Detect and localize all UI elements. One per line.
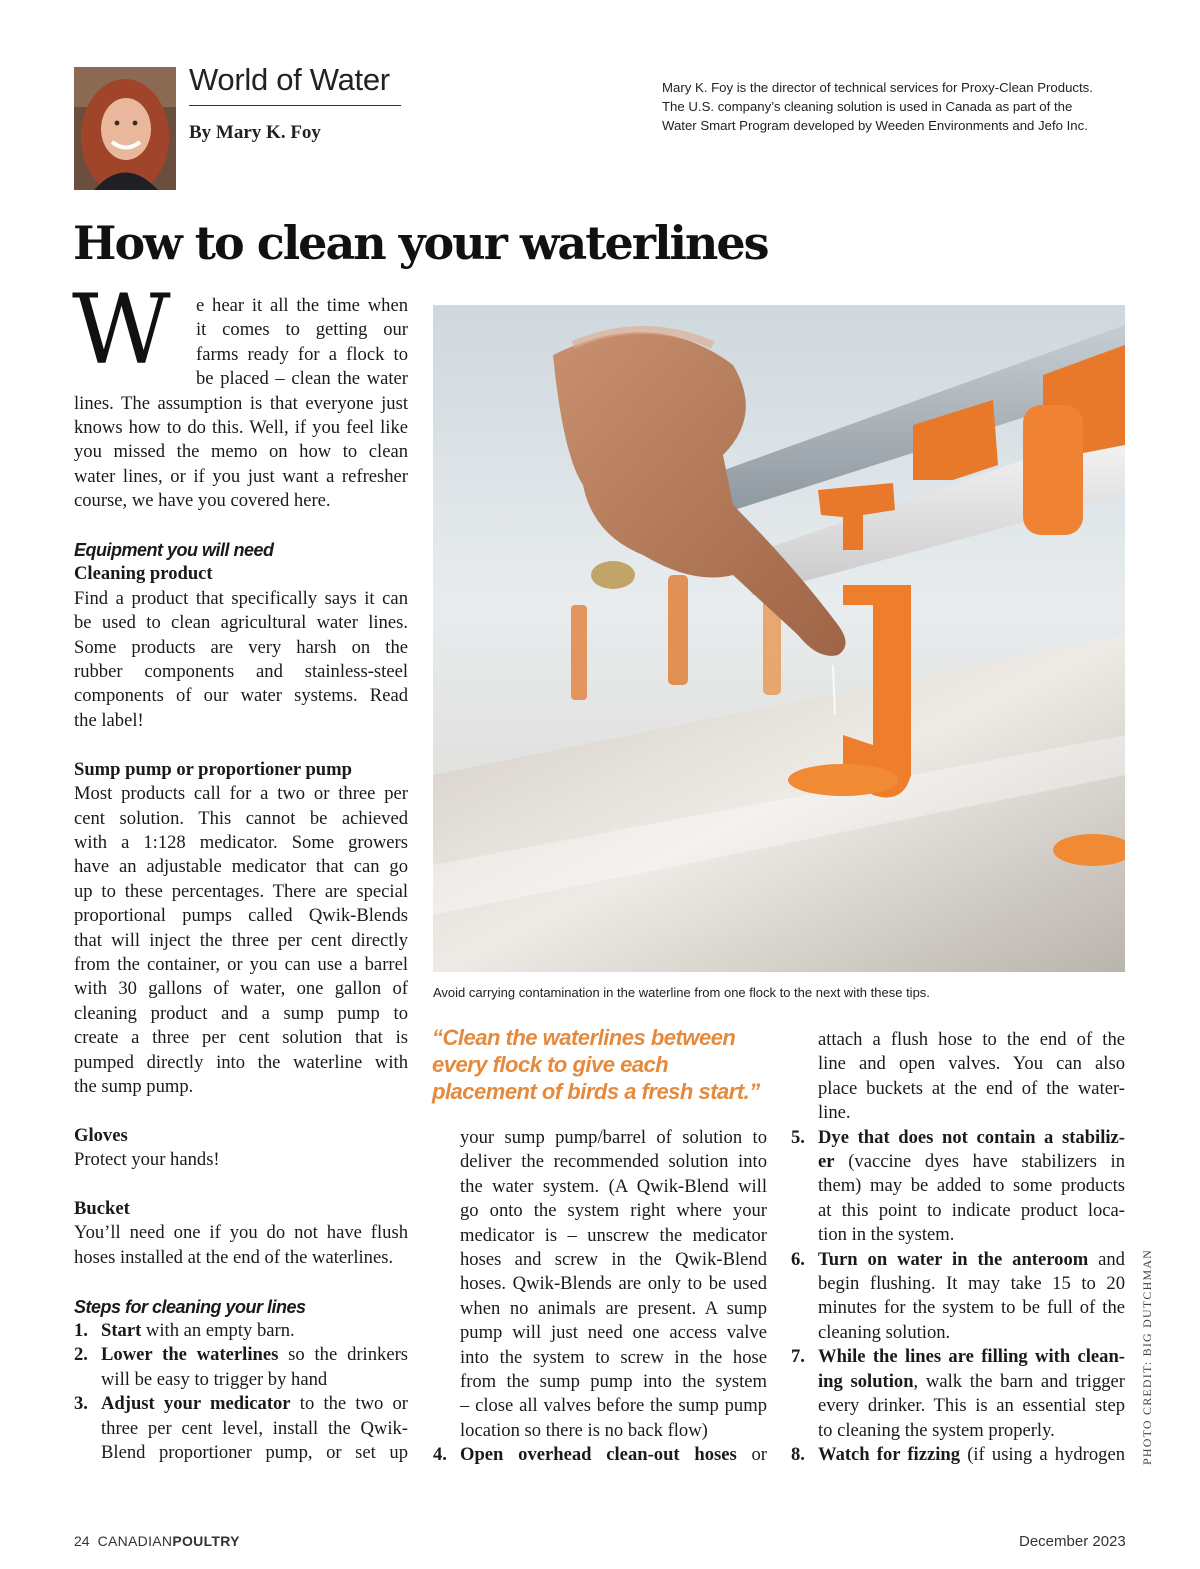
step-item: 1. Start with an empty barn.: [74, 1319, 295, 1341]
step-continuation: from the sump pump into the system: [460, 1371, 767, 1393]
step-continuation: to cleaning the system properly.: [818, 1419, 1055, 1441]
body-line: from the container, or you can use a barrel: [74, 953, 408, 975]
section-heading-equipment: Equipment you will need: [74, 540, 274, 561]
body-line: up to these percentages. There are special: [74, 880, 408, 902]
pull-quote-line: every flock to give each: [432, 1052, 669, 1077]
column-name: World of Water: [189, 62, 390, 97]
magazine-name-bold: POULTRY: [172, 1533, 240, 1549]
step-item: 5. Dye that does not contain a stabiliz-: [791, 1126, 1125, 1148]
intro-line: you missed the memo on how to clean: [74, 441, 408, 463]
headline: How to clean your waterlines: [73, 216, 768, 270]
step-continuation: the water system. (A Qwik-Blend will: [460, 1175, 767, 1197]
article-column-2: [433, 1126, 767, 1468]
step-continuation: er (vaccine dyes have stabilizers in: [818, 1151, 1125, 1173]
body-line: have an adjustable medicator that can go: [74, 856, 408, 878]
step-item: 6. Turn on water in the anteroom and: [791, 1248, 1125, 1270]
article-column-1: [72, 274, 408, 1465]
author-bio-line: Mary K. Foy is the director of technical services for Proxy-Clean Products.: [662, 80, 1093, 95]
step-continuation: go onto the system right where your: [460, 1200, 767, 1222]
step-continuation: line and open valves. You can also: [818, 1053, 1125, 1075]
step-item: 2. Lower the waterlines so the drinkers: [74, 1344, 408, 1366]
photo-credit: PHOTO CREDIT: BIG DUTCHMAN: [1140, 1248, 1154, 1465]
intro-line: e hear it all the time when: [196, 295, 408, 316]
gloves-title: Gloves: [74, 1124, 128, 1146]
step-item: 4. Open overhead clean-out hoses or: [433, 1444, 767, 1466]
step-continuation: them) may be added to some products: [818, 1175, 1125, 1197]
step-item: 7. While the lines are filling with clean-: [791, 1346, 1125, 1368]
step-continuation: cleaning solution.: [818, 1321, 951, 1343]
body-line: cleaning product and a sump pump to: [74, 1002, 408, 1024]
step-item: 3. Adjust your medicator to the two or: [74, 1393, 408, 1415]
body-line: hoses installed at the end of the waterlines.: [74, 1246, 394, 1268]
author-bio-line: The U.S. company’s cleaning solution is used in Canada as part of the: [662, 99, 1073, 114]
step-continuation: pump will just need one access valve: [460, 1322, 767, 1344]
step-continuation: medicator is – unscrew the medicator: [460, 1224, 767, 1246]
step-continuation: will be easy to trigger by hand: [101, 1368, 328, 1390]
photo-caption: Avoid carrying contamination in the waterline from one flock to the next with these tips.: [433, 985, 930, 1000]
body-line: that will inject the three per cent directly: [74, 929, 408, 951]
step-continuation: – close all valves before the sump pump: [460, 1395, 767, 1417]
waterline-photo: [433, 305, 1125, 972]
pull-quote-line: placement of birds a fresh start.”: [432, 1079, 760, 1104]
byline: By Mary K. Foy: [189, 122, 321, 143]
body-line: rubber components and stainless-steel: [74, 661, 408, 683]
step-continuation: every drinker. This is an essential step: [818, 1395, 1125, 1417]
pump-title: Sump pump or proportioner pump: [74, 758, 352, 780]
intro-line: lines. The assumption is that everyone just: [74, 392, 408, 414]
body-line: Find a product that specifically says it can: [74, 587, 408, 609]
footer-folio: [74, 1533, 240, 1549]
body-line: the sump pump.: [74, 1075, 194, 1097]
column-rule: [189, 105, 401, 106]
step-continuation: location so there is no back flow): [460, 1419, 708, 1441]
step-continuation: minutes for the system to be full of the: [818, 1297, 1125, 1319]
bucket-title: Bucket: [74, 1197, 130, 1219]
body-line: be used to clean agricultural water lines.: [74, 612, 408, 634]
step-continuation: three per cent level, install the Qwik-: [101, 1417, 408, 1439]
article-column-3: [791, 1028, 1125, 1467]
body-line: Some products are very harsh on the: [74, 636, 408, 658]
body-line: pumped directly into the waterline with: [74, 1051, 408, 1073]
step-continuation: place buckets at the end of the water-: [818, 1077, 1125, 1099]
body-line: Protect your hands!: [74, 1149, 220, 1171]
step-continuation: at this point to indicate product loca-: [818, 1199, 1125, 1221]
body-line: with a 1:128 medicator. Some growers: [74, 831, 408, 853]
pull-quote-line: “Clean the waterlines between: [432, 1025, 736, 1050]
body-line: components of our water systems. Read: [74, 685, 408, 707]
step-continuation: hoses. Qwik-Blends are only to be used: [460, 1273, 767, 1295]
author-bio-line: Water Smart Program developed by Weeden Environments and Jefo Inc.: [662, 118, 1088, 133]
body-line: cent solution. This cannot be achieved: [74, 807, 408, 829]
author-bio: [662, 78, 1132, 135]
body-line: You’ll need one if you do not have flush: [74, 1222, 408, 1244]
intro-line: farms ready for a flock to: [196, 343, 408, 365]
step-continuation: tion in the system.: [818, 1224, 955, 1246]
issue-date: December 2023: [1019, 1533, 1126, 1550]
body-line: proportional pumps called Qwik-Blends: [74, 905, 408, 927]
intro-line: course, we have you covered here.: [74, 490, 331, 512]
step-continuation: begin flushing. It may take 15 to 20: [818, 1273, 1125, 1295]
body-line: with 30 gallons of water, one gallon of: [74, 978, 408, 1000]
page-number: 24: [74, 1533, 90, 1549]
drop-cap: W: [72, 274, 171, 386]
step-item: 8. Watch for fizzing (if using a hydrogen: [791, 1443, 1125, 1465]
step-continuation: hoses and screw in the Qwik-Blend: [460, 1249, 767, 1271]
author-photo: [74, 67, 176, 190]
intro-line: water lines, or if you just want a refresher: [74, 465, 408, 487]
step-continuation: line.: [818, 1102, 851, 1124]
section-heading-steps: Steps for cleaning your lines: [74, 1296, 306, 1317]
step-continuation: Blend proportioner pump, or set up: [101, 1442, 408, 1464]
intro-line: be placed – clean the water: [196, 368, 408, 390]
step-continuation: when no animals are present. A sump: [460, 1297, 767, 1319]
body-line: the label!: [74, 709, 144, 731]
step-continuation: into the system to screw in the hose: [460, 1346, 767, 1368]
body-line: create a three per cent solution that is: [74, 1027, 408, 1049]
step-continuation: your sump pump/barrel of solution to: [460, 1127, 767, 1148]
magazine-name: CANADIAN: [97, 1533, 173, 1549]
step-continuation: attach a flush hose to the end of the: [818, 1029, 1125, 1050]
pull-quote: [432, 1024, 760, 1105]
body-line: Most products call for a two or three per: [74, 783, 408, 805]
intro-line: it comes to getting our: [196, 319, 408, 341]
step-continuation: ing solution, walk the barn and trigger: [818, 1370, 1125, 1392]
cleaning-product-title: Cleaning product: [74, 563, 213, 585]
step-continuation: deliver the recommended solution into: [460, 1151, 767, 1173]
intro-line: knows how to do this. Well, if you feel like: [74, 417, 408, 439]
